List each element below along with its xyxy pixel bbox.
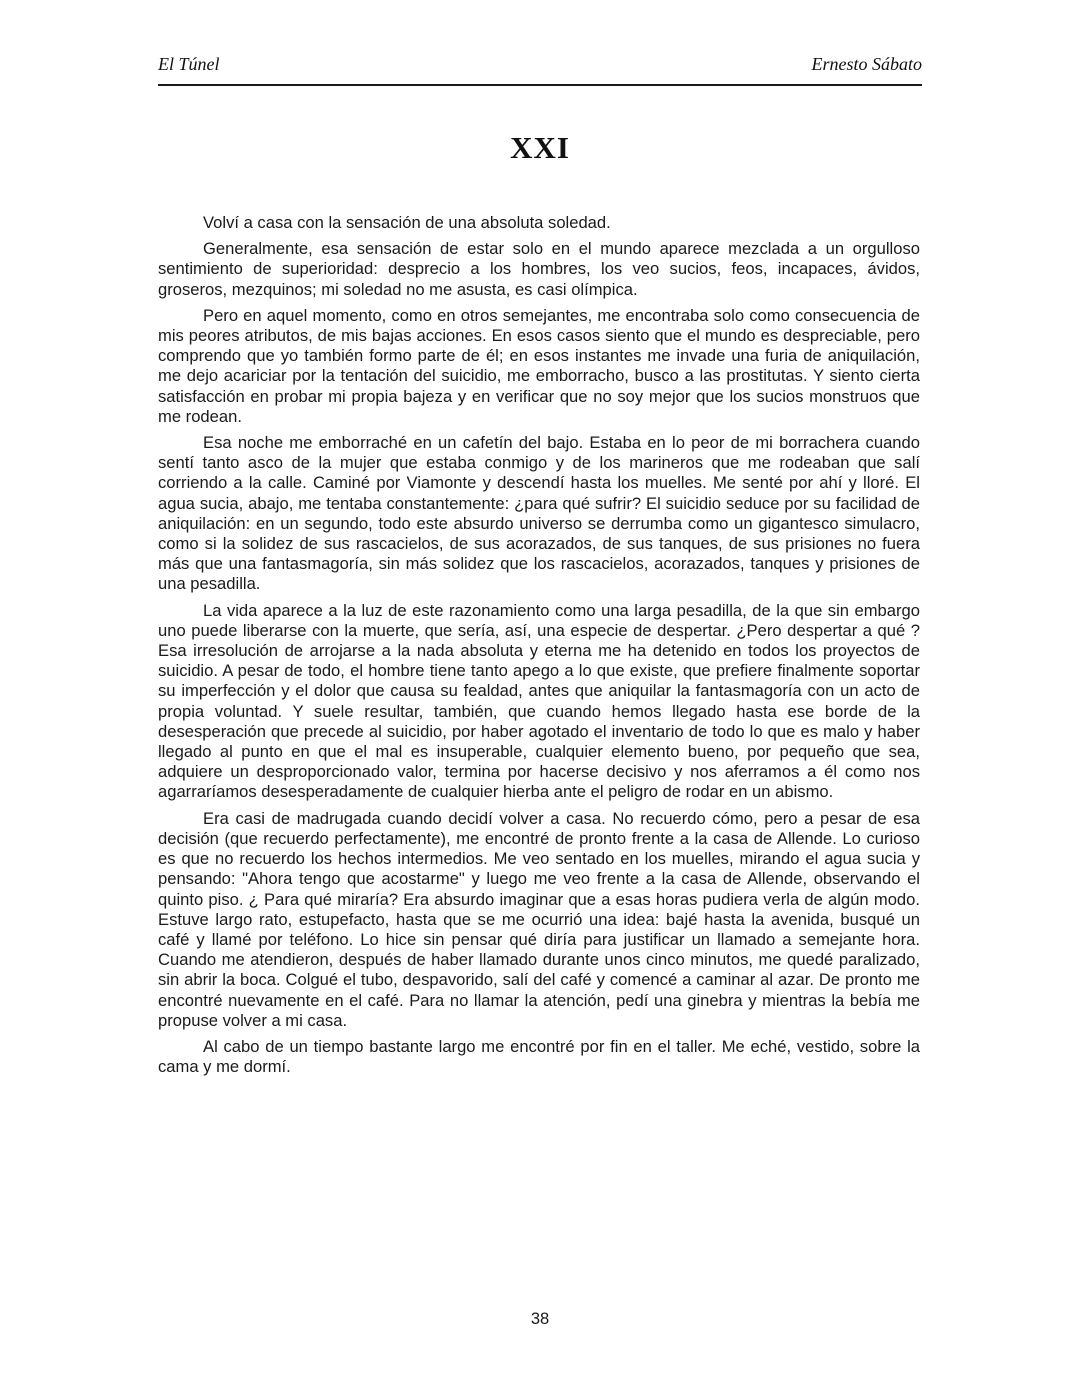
paragraph: Esa noche me emborraché en un cafetín del bajo. Estaba en lo peor de mi borrachera cuando sentí tanto asco de la mujer que estaba conmigo y de los marineros que me rodeaban que salí corriendo a la calle. Caminé por Viamonte y descendí hasta los muelles. Me senté por ahí y lloré. El agua sucia, abajo, me tentaba constantemente: ¿para qué sufrir? El suicidio seduce por su facilidad de aniquilación: en un segundo, todo este absurdo universo se derrumba como un gigantesco simulacro, como si la solidez de sus rascacielos, de sus acorazados, de sus tanques, de sus prisiones no fuera más que una fantasmagoría, sin más solidez que los rascacielos, acorazados, tanques y prisiones de una pesadilla. bbox=[158, 433, 920, 594]
body-text bbox=[158, 213, 920, 1083]
paragraph: Pero en aquel momento, como en otros semejantes, me encontraba solo como consecuencia de mis peores atributos, de mis bajas acciones. En esos casos siento que el mundo es despreciable, pero comprendo que yo también formo parte de él; en esos instantes me invade una furia de aniquilación, me dejo acariciar por la tentación del suicidio, me emborracho, busco a las prostitutas. Y siento cierta satisfacción en probar mi propia bajeza y en verificar que no soy mejor que los sucios monstruos que me rodean. bbox=[158, 305, 920, 426]
paragraph: La vida aparece a la luz de este razonamiento como una larga pesadilla, de la que sin embargo uno puede liberarse con la muerte, que sería, así, una especie de despertar. ¿Pero despertar a qué ? Esa irresolución de arrojarse a la nada absoluta y eterna me ha detenido en todos los proyectos de suicidio. A pesar de todo, el hombre tiene tanto apego a lo que existe, que prefiere finalmente soportar su imperfección y el dolor que causa su fealdad, antes que aniquilar la fantasmagoría con un acto de propia voluntad. Y suele resultar, también, que cuando hemos llegado hasta ese borde de la desesperación que precede al suicidio, por haber agotado el inventario de todo lo que es malo y haber llegado al punto en que el mal es insuperable, cualquier elemento bueno, por pequeño que sea, adquiere un desproporcionado valor, termina por hacerse decisivo y nos aferramos a él como nos agarraríamos desesperadamente de cualquier hierba ante el peligro de rodar en un abismo. bbox=[158, 600, 920, 802]
page-number: 38 bbox=[530, 1310, 550, 1328]
paragraph: Volví a casa con la sensación de una absoluta soledad. bbox=[203, 213, 611, 232]
chapter-heading: XXI bbox=[510, 130, 570, 165]
paragraph: Generalmente, esa sensación de estar solo en el mundo aparece mezclada a un orgulloso sentimiento de superioridad: desprecio a los hombres, los veo sucios, feos, incapaces, ávidos, groseros, mezquinos; mi soledad no me asusta, es casi olímpica. bbox=[158, 239, 920, 299]
running-head-author: Ernesto Sábato bbox=[811, 54, 922, 74]
paragraph: Era casi de madrugada cuando decidí volver a casa. No recuerdo cómo, pero a pesar de esa decisión (que recuerdo perfectamente), me encontré de pronto frente a la casa de Allende. Lo curioso es que no recuerdo los hechos intermedios. Me veo sentado en los muelles, mirando el agua sucia y pensando: "Ahora tengo que acostarme" y luego me veo frente a la casa de Allende, observando el quinto piso. ¿ Para qué miraría? Era absurdo imaginar que a esas horas pudiera verla de algún modo. Estuve largo rato, estupefacto, hasta que se me ocurrió una idea: bajé hasta la avenida, busqué un café y llamé por teléfono. Lo hice sin pensar qué diría para justificar un llamado a semejante hora. Cuando me atendieron, después de haber llamado durante unos cinco minutos, me quedé paralizado, sin abrir la boca. Colgué el tubo, despavorido, salí del café y comencé a caminar al azar. De pronto me encontré nuevamente en el café. Para no llamar la atención, pedí una ginebra y mientras la bebía me propuse volver a mi casa. bbox=[158, 808, 920, 1030]
page-header bbox=[158, 54, 922, 86]
running-head-book-title: El Túnel bbox=[158, 54, 220, 74]
paragraph: Al cabo de un tiempo bastante largo me encontré por fin en el taller. Me eché, vestido, sobre la cama y me dormí. bbox=[158, 1036, 920, 1077]
